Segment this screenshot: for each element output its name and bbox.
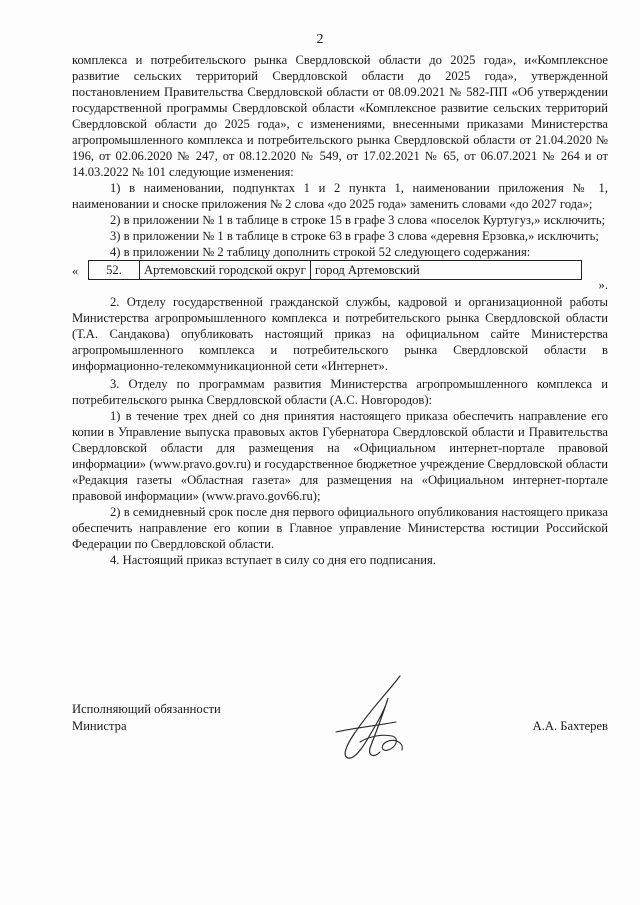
paragraph-4: 4. Настоящий приказ вступает в силу со дня его подписания. <box>110 553 436 567</box>
document-body <box>72 52 608 568</box>
paragraph-2: 2. Отделу государственной гражданской службы, кадровой и организационной работы Министерства агропромышленного комплекса и потребительского рынка Свердловской области (Т.А. Сандакова) опубликовать настоящий приказ на официальном сайте Министерства агропромышленного комплекса и потребительского рынка Свердловской области в информационно-телекоммуникационной сети «Интернет». <box>72 295 608 373</box>
paragraph-3-item-2: 2) в семидневный срок после дня первого официального опубликования настоящего приказа обеспечить направление его копии в Главное управление Министерства юстиции Российской Федерации по Свердловской области. <box>72 505 608 551</box>
locality-cell: город Артемовский <box>311 261 582 280</box>
quote-close: ». <box>598 278 608 292</box>
signature-block <box>72 701 608 761</box>
change-item-3: 3) в приложении № 1 в таблице в строке 63 в графе 3 слова «деревня Ерзовка,» исключить; <box>110 229 599 243</box>
intro-paragraph: комплекса и потребительского рынка Свердловской области до 2025 года», и«Комплексное развитие сельских территорий Свердловской области до 2025 года», утвержденной постановлением Правительства Свердловской области от 08.09.2021 № 582-ПП «Об утверждении государственной программы Свердловской области «Комплексное развитие сельских территорий Свердловской области до 2025 года», с изменениями, внесенными приказами Министерства агропромышленного комплекса и потребительского рынка Свердловской области от 21.04.2020 № 196, от 02.06.2020 № 247, от 08.12.2020 № 549, от 17.02.2021 № 65, от 06.07.2021 № 264 и от 14.03.2022 № 101 следующие изменения: <box>72 53 608 179</box>
change-item-4: 4) в приложении № 2 таблицу дополнить строкой 52 следующего содержания: <box>110 245 531 259</box>
signatory-title-line-2: Министра <box>72 719 127 733</box>
paragraph-3: 3. Отделу по программам развития Министерства агропромышленного комплекса и потребительского рынка Свердловской области (А.С. Новгородов): <box>72 377 608 407</box>
signatory-name: А.А. Бахтерев <box>532 719 608 733</box>
change-item-2: 2) в приложении № 1 в таблице в строке 15 в графе 3 слова «поселок Куртугуз,» исключить; <box>110 213 606 227</box>
signatory-title <box>72 701 221 735</box>
signatory-title-line-1: Исполняющий обязанности <box>72 702 221 716</box>
insert-table <box>88 260 582 280</box>
inserted-table-row <box>72 260 608 294</box>
municipality-cell: Артемовский городской округ <box>140 261 311 280</box>
row-number-cell: 52. <box>89 261 140 280</box>
quote-open: « <box>72 264 79 278</box>
table-row <box>89 261 582 280</box>
change-item-1: 1) в наименовании, подпунктах 1 и 2 пункта 1, наименовании приложения № 1, наименовании и сноске приложения № 2 слова «до 2025 года» заменить словами «до 2027 года»; <box>72 181 608 211</box>
paragraph-3-item-1: 1) в течение трех дней со дня принятия настоящего приказа обеспечить направление его копии в Управление выпуска правовых актов Губернатора Свердловской области и Правительства Свердловской области для размещения на «Официальном интернет-портале правовой информации» (www.pravo.gov.ru) и государственное бюджетное учреждение Свердловской области «Редакция газеты «Областная газета» для размещения на «Официальном интернет-портале правовой информации» (www.pravo.gov66.ru); <box>72 409 608 503</box>
page-number: 2 <box>316 32 324 47</box>
